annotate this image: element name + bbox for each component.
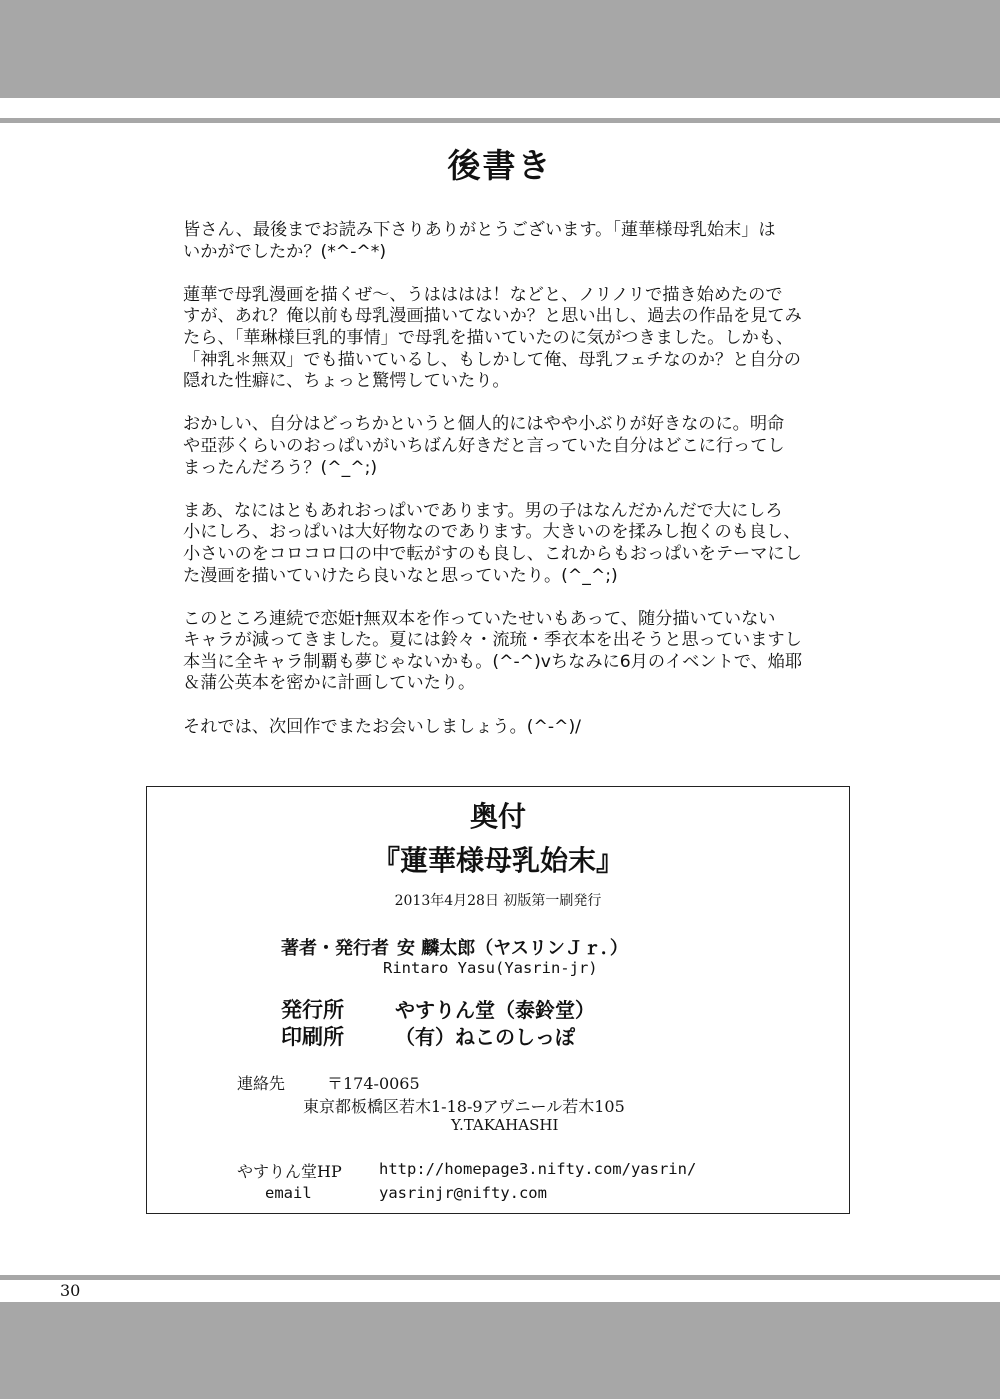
email-address[interactable]: yasrinjr@nifty.com (379, 1184, 547, 1202)
afterword-paragraph: おかしい、自分はどっちかというと個人的にはやや小ぶりが好きなのに。明命 や亞莎くらいのおっぱいがいちばん好きだと言っていた自分はどこに行ってし まったんだろう？(^_^;) (183, 414, 785, 478)
author-label: 著者・発行者 (281, 938, 389, 959)
top-gray-band (0, 0, 1000, 98)
email-label: email (265, 1184, 312, 1202)
homepage-label: やすりん堂HP (237, 1162, 342, 1181)
contact-name: Y.TAKAHASHI (451, 1116, 559, 1134)
author-romaji: Rintaro Yasu(Yasrin-jr) (383, 959, 598, 977)
publisher-label: 発行所 (281, 998, 344, 1022)
afterword-paragraph: まあ、なにはともあれおっぱいであります。男の子はなんだかんだで大にしろ 小にしろ、おっぱいは大好物なのであります。大きいのを揉みし抱くのも良し、 小さいのをコロコロ口の中で転がすのも良し、これからもおっぱいをテーマにし た漫画を描いていけたら良いなと思っていたり。(^_^;) (183, 500, 802, 586)
postal-code: 〒174-0065 (327, 1074, 420, 1093)
bottom-gray-band (0, 1302, 1000, 1399)
afterword-title: 後書き (447, 146, 553, 185)
bottom-rule (0, 1275, 1000, 1280)
afterword-paragraph: それでは、次回作でまたお会いしましょう。(^-^)/ (183, 716, 581, 737)
page-number: 30 (60, 1281, 81, 1300)
contact-label: 連絡先 (237, 1074, 286, 1093)
afterword-body (183, 220, 803, 760)
afterword-paragraph: 皆さん、最後までお読み下さりありがとうございます。「蓮華様母乳始末」は いかがでしたか？(*^-^*) (183, 220, 776, 262)
colophon-box (146, 786, 850, 1214)
colophon-heading: 奥付 (469, 800, 526, 833)
address: 東京都板橋区若木1-18-9アヴニール若木105 (303, 1097, 625, 1116)
publisher-name: やすりん堂（泰鈴堂） (395, 998, 595, 1022)
homepage-url[interactable]: http://homepage3.nifty.com/yasrin/ (379, 1160, 697, 1178)
book-title: 『蓮華様母乳始末』 (371, 844, 624, 877)
top-rule (0, 118, 1000, 123)
publication-date: 2013年4月28日 初版第一刷発行 (394, 893, 602, 909)
afterword-paragraph: 蓮華で母乳漫画を描くぜ～、うはははは！などと、ノリノリで描き始めたので すが、あれ？俺以前も母乳漫画描いてないか？と思い出し、過去の作品を見てみ たら、「華琳様巨乳的事情」で母乳を描いていたのに気がつきました。しかも、 「神乳＊無双」でも描いているし、もしかして俺、母乳フェチなのか？と自分の 隠れた性癖に、ちょっと驚愕していたり。 (183, 284, 802, 392)
author-name: 安 麟太郎（ヤスリンＪｒ．） (397, 938, 628, 959)
afterword-paragraph: このところ連続で恋姫†無双本を作っていたせいもあって、随分描いていない キャラが減ってきました。夏には鈴々・流琉・季衣本を出そうと思っていますし 本当に全キャラ制覇も夢じゃないかも。(^-^)vちなみに6月のイベントで、焔耶 ＆蒲公英本を密かに計画していたり。 (183, 608, 803, 694)
printer-name: （有）ねこのしっぽ (395, 1025, 575, 1049)
printer-label: 印刷所 (281, 1025, 344, 1049)
